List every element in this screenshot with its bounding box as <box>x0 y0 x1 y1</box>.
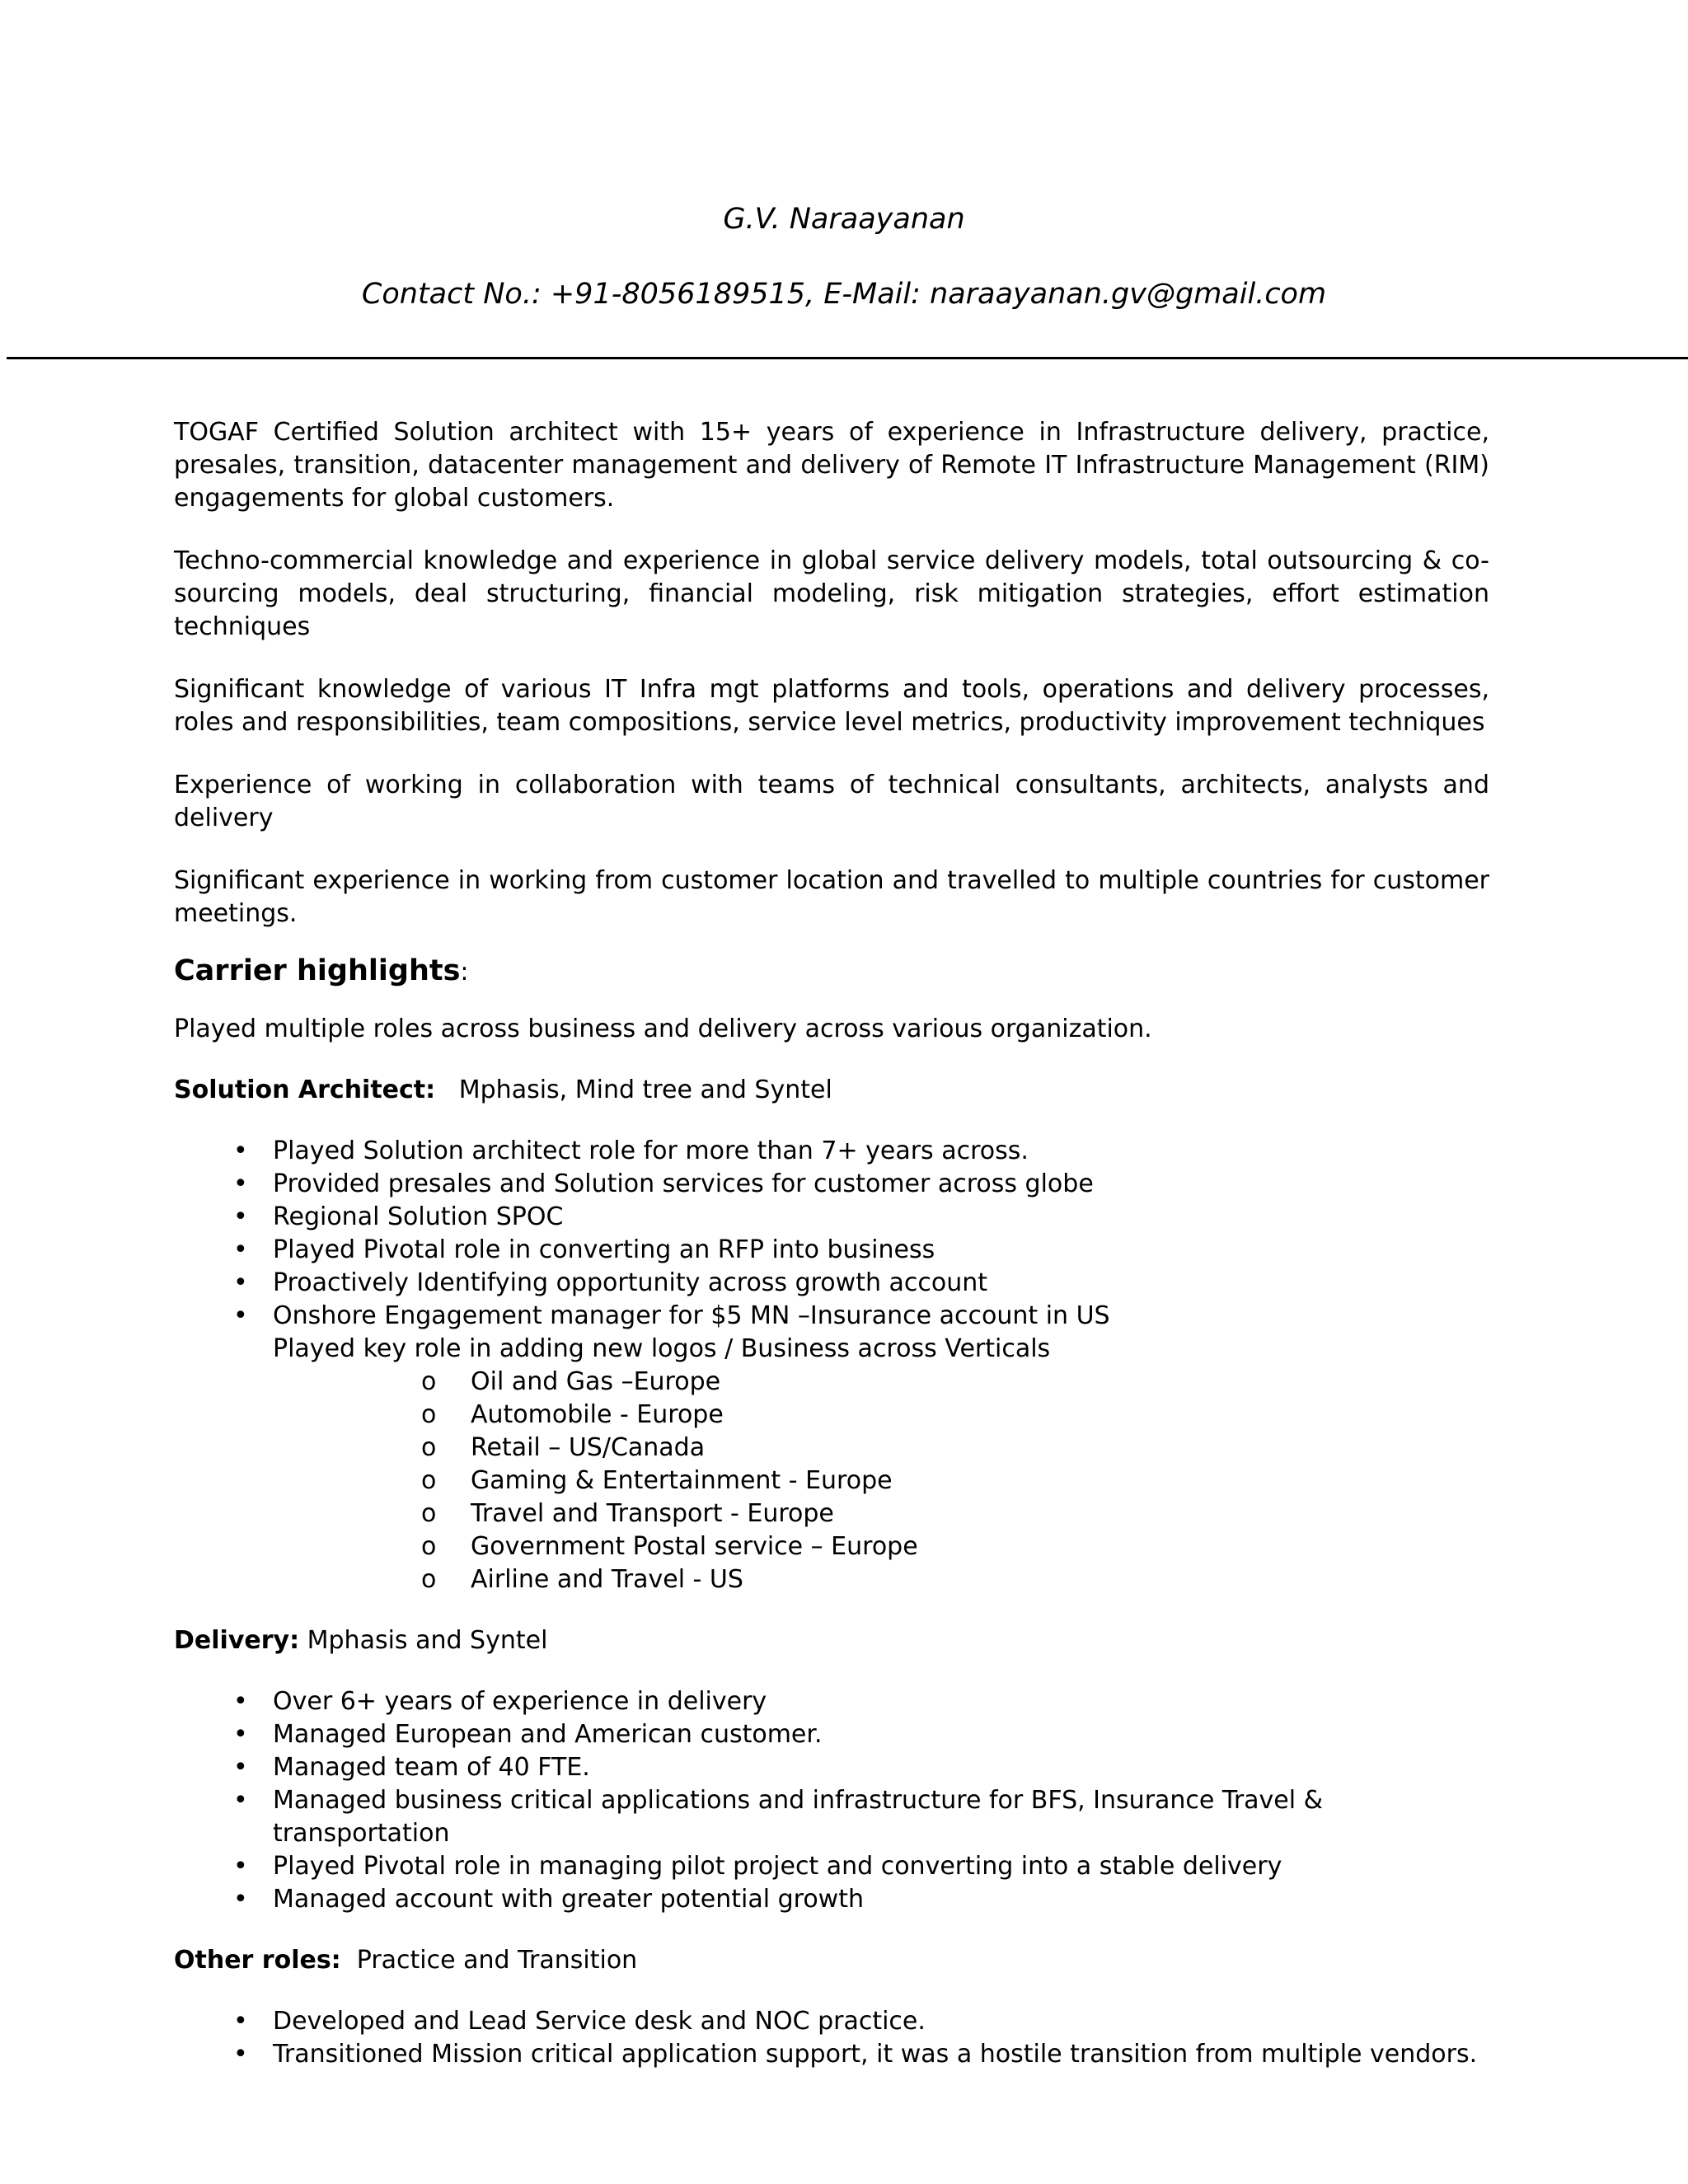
sub-list-item <box>273 1465 1489 1497</box>
list-item <box>174 1685 1489 1718</box>
verticals-list <box>273 1366 1489 1596</box>
list-item-text: Played Pivotal role in managing pilot project and converting into a stable delivery <box>273 1852 1282 1881</box>
list-item <box>174 1300 1489 1333</box>
list-item-text: Played key role in adding new logos / Business across Verticals <box>273 1334 1051 1363</box>
role-label: Other roles: <box>174 1946 341 1975</box>
list-item <box>174 1784 1489 1850</box>
list-item-text: Developed and Lead Service desk and NOC practice. <box>273 2007 926 2036</box>
circle-bullet-icon: o <box>421 1367 437 1396</box>
list-item <box>174 1234 1489 1267</box>
summary-paragraph: Significant knowledge of various IT Infra mgt platforms and tools, operations and delivery processes, roles and responsibilities, team compositions, service level metrics, productivity improvement techniques <box>174 675 1489 737</box>
role-orgs: Practice and Transition <box>356 1946 638 1975</box>
bullet-icon: • <box>233 1786 248 1815</box>
list-item-text: Managed account with greater potential growth <box>273 1885 864 1914</box>
list-item-text: Proactively Identifying opportunity across growth account <box>273 1268 988 1297</box>
circle-bullet-icon: o <box>421 1466 437 1495</box>
highlights-intro: Played multiple roles across business and delivery across various organization. <box>174 1015 1152 1043</box>
summary-paragraph: Experience of working in collaboration with teams of technical consultants, architects, analysts and delivery <box>174 771 1489 832</box>
list-item <box>174 1850 1489 1883</box>
bullet-icon: • <box>233 1687 248 1716</box>
bullet-icon: • <box>233 2007 248 2036</box>
other-roles-list <box>174 2005 1489 2071</box>
sub-list-item-text: Oil and Gas –Europe <box>471 1367 721 1396</box>
role-label: Solution Architect: <box>174 1076 436 1104</box>
summary-paragraph: Techno-commercial knowledge and experience in global service delivery models, total outsourcing & co-sourcing models, deal structuring, financial modeling, risk mitigation strategies, effort estimation techniques <box>174 546 1489 641</box>
sub-list-item-text: Automobile - Europe <box>471 1400 724 1429</box>
sub-list-item-text: Travel and Transport - Europe <box>471 1499 834 1528</box>
section-title-colon: : <box>460 958 469 987</box>
bullet-icon: • <box>233 1885 248 1914</box>
bullet-icon: • <box>233 1753 248 1782</box>
list-item-text: Onshore Engagement manager for $5 MN –Insurance account in US <box>273 1301 1110 1330</box>
delivery-list <box>174 1685 1489 1916</box>
list-item <box>174 2038 1489 2071</box>
list-item <box>174 2005 1489 2038</box>
list-item-text: Managed European and American customer. <box>273 1720 823 1749</box>
header-divider <box>7 357 1688 359</box>
candidate-name: G.V. Naraayanan <box>723 203 965 236</box>
sub-list-item <box>273 1530 1489 1563</box>
bullet-icon: • <box>233 1202 248 1231</box>
circle-bullet-icon: o <box>421 1499 437 1528</box>
list-item-text: Provided presales and Solution services for customer across globe <box>273 1169 1094 1198</box>
role-heading-solution-architect <box>174 1074 1489 1107</box>
list-item-text: Played Solution architect role for more than 7+ years across. <box>273 1137 1029 1165</box>
role-heading-other-roles <box>174 1944 1489 1977</box>
bullet-icon: • <box>233 1720 248 1749</box>
list-item-text: Regional Solution SPOC <box>273 1202 564 1231</box>
circle-bullet-icon: o <box>421 1565 437 1594</box>
bullet-icon: • <box>233 1852 248 1881</box>
list-item-text: Managed business critical applications and infrastructure for BFS, Insurance Travel & transportation <box>273 1786 1324 1848</box>
list-item <box>174 1751 1489 1784</box>
circle-bullet-icon: o <box>421 1433 437 1462</box>
sub-list-item-text: Retail – US/Canada <box>471 1433 706 1462</box>
list-item-text: Played Pivotal role in converting an RFP into business <box>273 1235 935 1264</box>
list-item <box>174 1168 1489 1201</box>
role-orgs: Mphasis and Syntel <box>307 1626 548 1655</box>
role-heading-delivery <box>174 1624 1489 1657</box>
list-item <box>174 1201 1489 1234</box>
sub-list-item <box>273 1563 1489 1596</box>
bullet-icon: • <box>233 1137 248 1165</box>
bullet-icon: • <box>233 1235 248 1264</box>
section-title-highlights <box>174 950 1489 993</box>
list-item-text: Transitioned Mission critical application support, it was a hostile transition from multiple vendors. <box>273 2040 1478 2069</box>
contact-line: Contact No.: +91-8056189515, E-Mail: naraayanan.gv@gmail.com <box>361 278 1327 311</box>
bullet-icon: • <box>233 1169 248 1198</box>
sub-list-item <box>273 1399 1489 1432</box>
list-item <box>174 1883 1489 1916</box>
list-item-text: Over 6+ years of experience in delivery <box>273 1687 767 1716</box>
list-item-continuation <box>174 1333 1489 1596</box>
bullet-icon: • <box>233 1301 248 1330</box>
role-label: Delivery: <box>174 1626 300 1655</box>
circle-bullet-icon: o <box>421 1532 437 1561</box>
list-item <box>174 1267 1489 1300</box>
sub-list-item-text: Gaming & Entertainment - Europe <box>471 1466 893 1495</box>
sub-list-item-text: Government Postal service – Europe <box>471 1532 918 1561</box>
sub-list-item <box>273 1366 1489 1399</box>
sub-list-item <box>273 1432 1489 1465</box>
list-item <box>174 1135 1489 1168</box>
solution-architect-list <box>174 1135 1489 1596</box>
resume-body <box>174 416 1489 2099</box>
sub-list-item-text: Airline and Travel - US <box>471 1565 743 1594</box>
summary-paragraph: Significant experience in working from customer location and travelled to multiple countries for customer meetings. <box>174 866 1489 928</box>
circle-bullet-icon: o <box>421 1400 437 1429</box>
list-item-text: Managed team of 40 FTE. <box>273 1753 590 1782</box>
bullet-icon: • <box>233 2040 248 2069</box>
section-title-text: Carrier highlights <box>174 954 461 987</box>
summary-paragraph: TOGAF Certified Solution architect with 15+ years of experience in Infrastructure delivery, practice, presales, transition, datacenter management and delivery of Remote IT Infrastructure Management (RIM) engagements for global customers. <box>174 418 1489 513</box>
bullet-icon: • <box>233 1268 248 1297</box>
sub-list-item <box>273 1497 1489 1530</box>
role-orgs: Mphasis, Mind tree and Syntel <box>458 1076 832 1104</box>
list-item <box>174 1718 1489 1751</box>
